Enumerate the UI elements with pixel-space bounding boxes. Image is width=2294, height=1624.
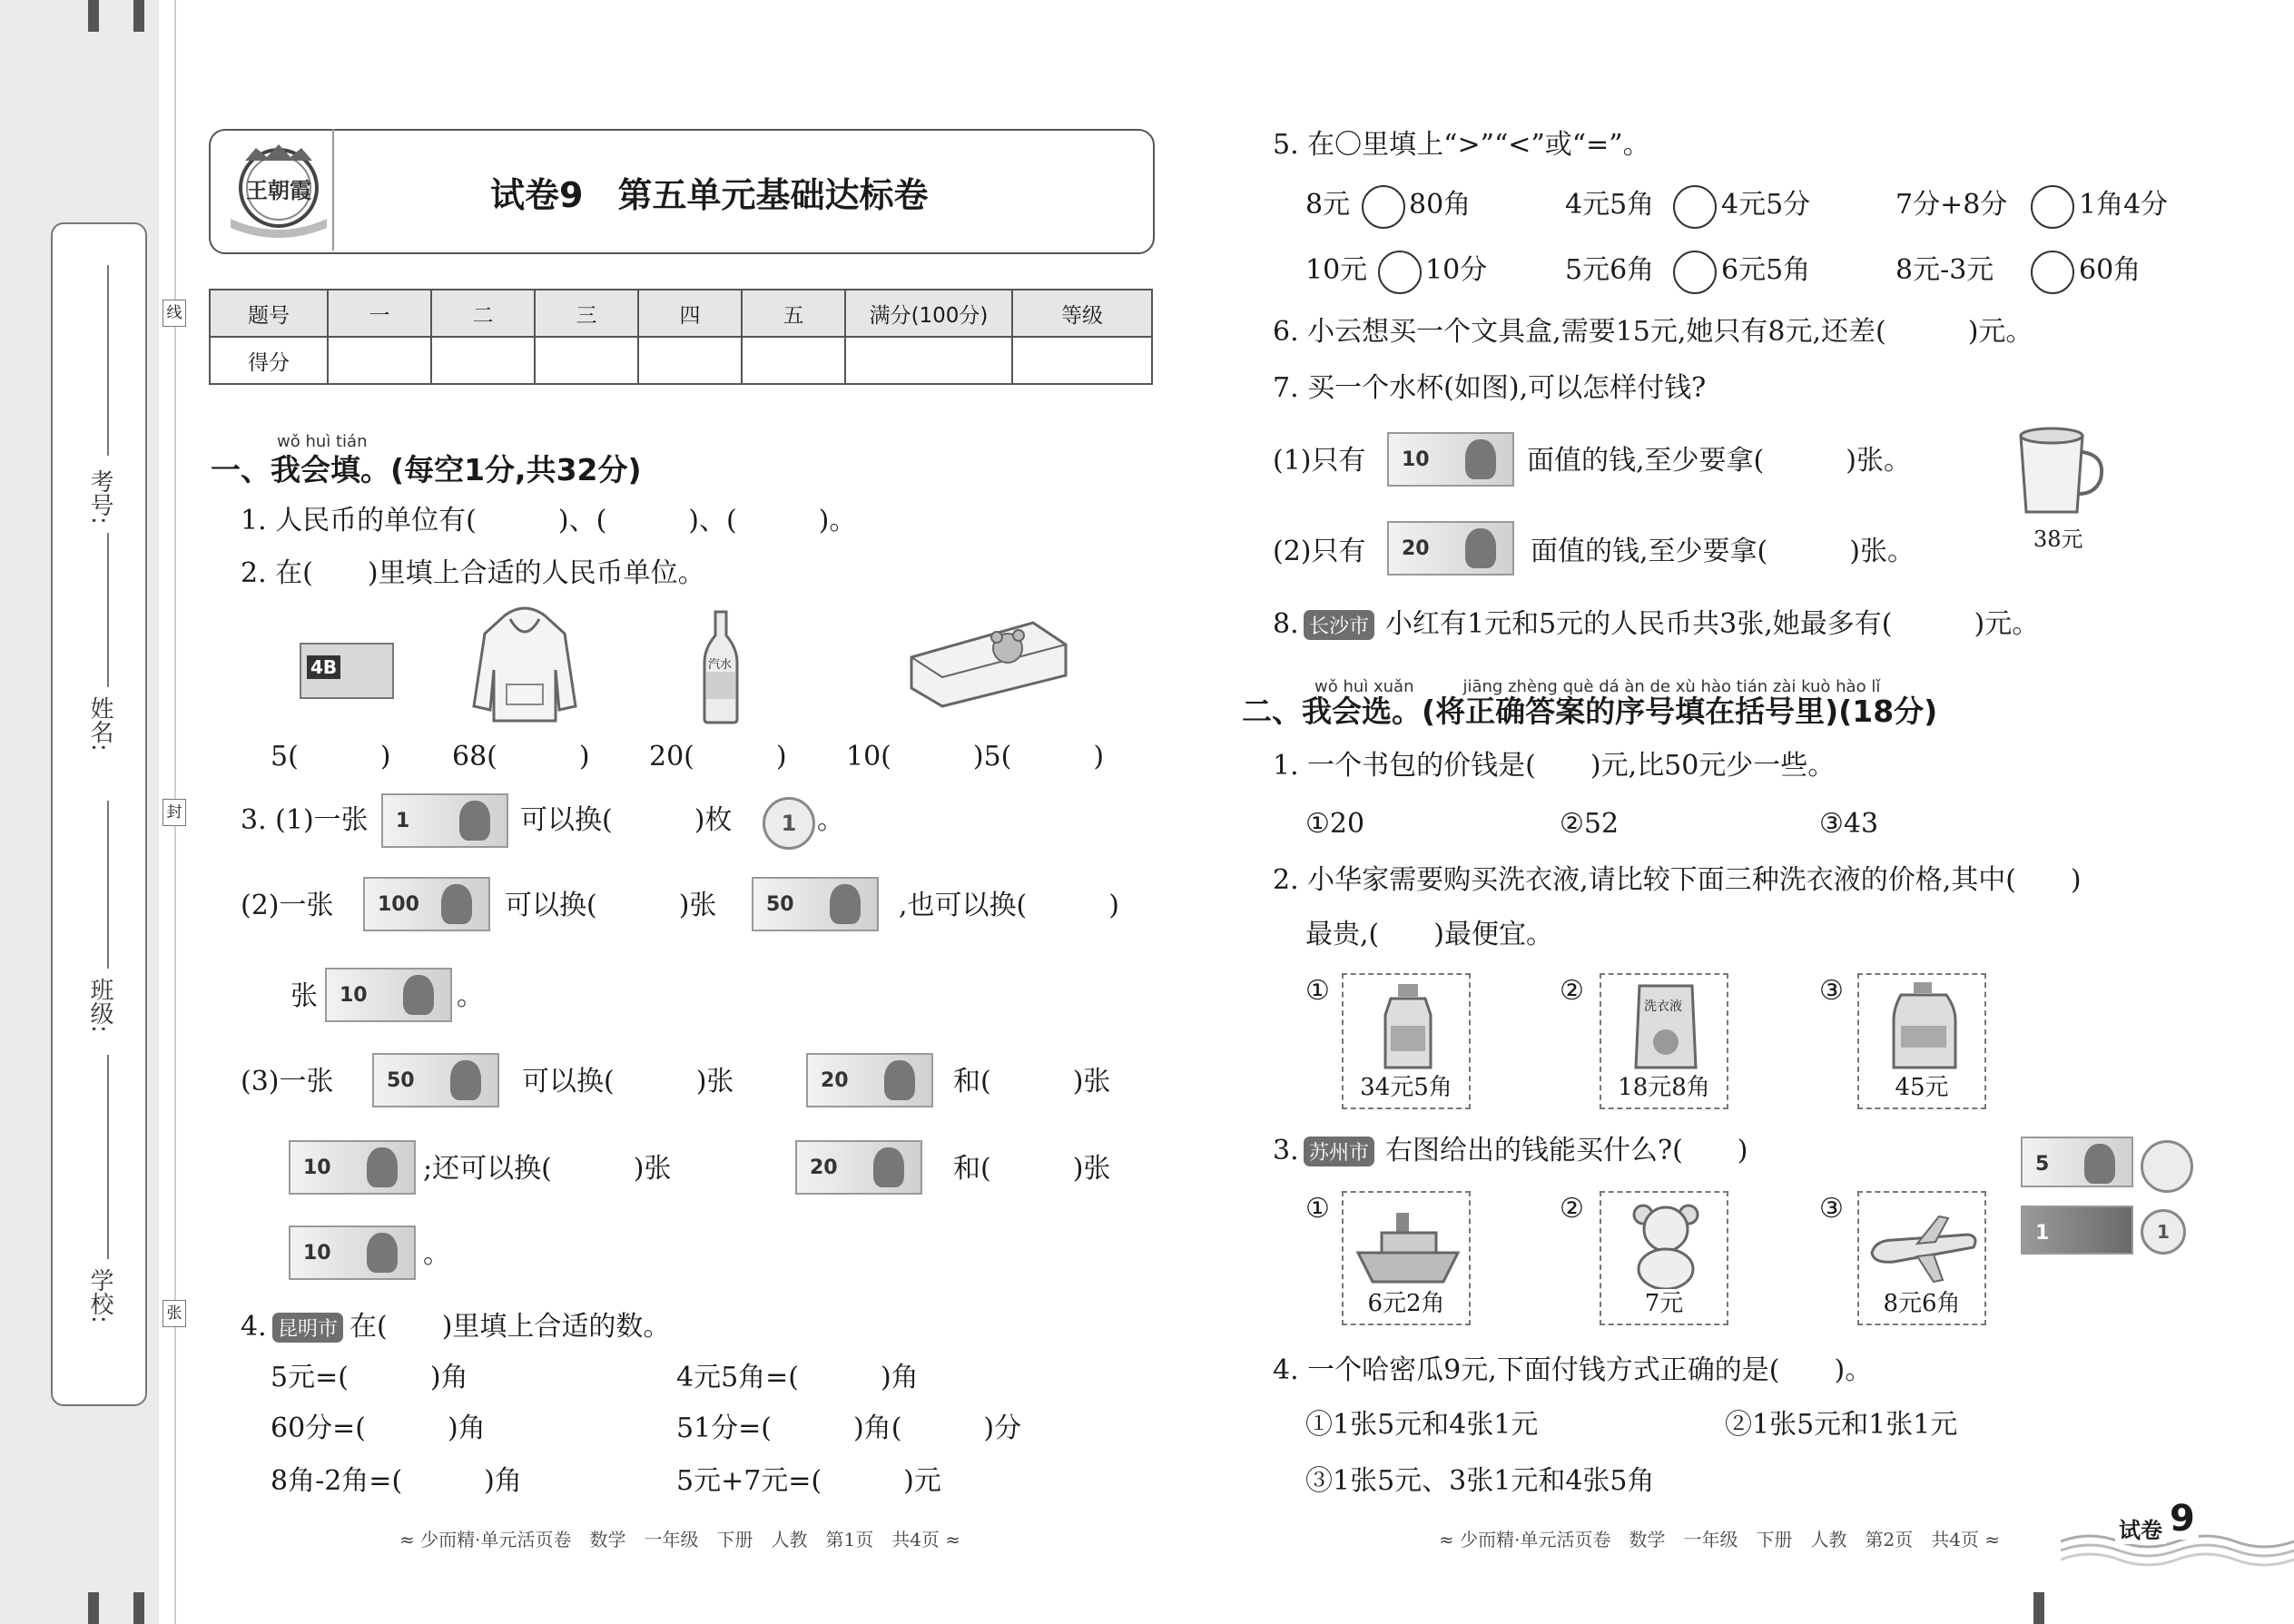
- ship-image: [1354, 1206, 1462, 1287]
- bill-portrait: [884, 1060, 915, 1100]
- toy-option-ship[interactable]: [1342, 1191, 1471, 1325]
- seal-mark-sheet: 张: [162, 1300, 186, 1327]
- question-1-3-2-alt: ,也可以换( ): [899, 890, 1119, 921]
- city-tag-kunming: 昆明市: [272, 1313, 343, 1343]
- bill-denomination: 20: [1402, 537, 1430, 560]
- bill-denomination: 1: [396, 810, 410, 832]
- class-label: 班级:: [86, 978, 113, 1033]
- student-info-box: [51, 222, 147, 1406]
- seal-mark-seal: 封: [162, 799, 186, 826]
- detergent-price: 18元8角: [1618, 1074, 1710, 1101]
- option-number: ③: [1819, 975, 1844, 1007]
- detergent-price: 34元5角: [1360, 1074, 1452, 1101]
- bill-20-yuan: [1387, 521, 1514, 576]
- score-input-cell[interactable]: [328, 337, 431, 384]
- bill-10-yuan: [1387, 432, 1514, 487]
- q7-part-1-prefix: (1)只有: [1273, 445, 1366, 477]
- option-number: ①: [1305, 975, 1330, 1007]
- bill-50-yuan: [752, 877, 879, 931]
- city-tag-changsha: 长沙市: [1304, 610, 1374, 640]
- question-2-2-line1: 2. 小华家需要购买洗衣液,请比较下面三种洗衣液的价格,其中( ): [1273, 864, 2082, 896]
- bill-portrait: [1465, 528, 1496, 568]
- score-table: [209, 289, 1153, 385]
- compare-circle[interactable]: [1362, 185, 1405, 229]
- question-1-3-3-prefix: (3)一张: [241, 1066, 334, 1097]
- binding-mark: [88, 0, 99, 32]
- score-input-cell[interactable]: [742, 337, 845, 384]
- city-tag-suzhou: 苏州市: [1304, 1137, 1374, 1166]
- q5-right: 60角: [2079, 254, 2141, 286]
- option-number: ①: [1305, 1193, 1330, 1225]
- question-1-3-3-end: 。: [423, 1238, 450, 1270]
- question-1-4-text: 在( )里填上合适的数。: [350, 1311, 671, 1343]
- section1-heading: 一、我会填。(每空1分,共32分): [211, 452, 642, 487]
- q5-left: 8元: [1305, 189, 1351, 221]
- q4-item: 60分=( )角: [271, 1412, 486, 1444]
- q4-option: ③1张5元、3张1元和4张5角: [1305, 1465, 1655, 1497]
- bill-20-yuan: [806, 1053, 933, 1107]
- class-field[interactable]: [107, 801, 109, 969]
- pencil-case-image: [906, 617, 1069, 708]
- bill-denomination: 10: [303, 1242, 331, 1265]
- q2-answer-hoodie: 68( ): [452, 741, 590, 773]
- binding-mark: [2033, 1592, 2044, 1624]
- coin-1-yuan: [2141, 1140, 2193, 1193]
- bill-denomination: 10: [1402, 448, 1430, 471]
- bill-denomination: 10: [303, 1156, 331, 1179]
- bill-5-yuan: [2021, 1137, 2133, 1187]
- bill-denomination: 5: [2035, 1153, 2050, 1176]
- score-input-cell[interactable]: [638, 337, 742, 384]
- bill-portrait: [367, 1147, 398, 1187]
- bill-denomination: 10: [340, 984, 368, 1007]
- bill-denomination: 20: [810, 1156, 838, 1179]
- footer-page-2: ≈ 少而精·单元活页卷 数学 一年级 下册 人教 第2页 共4页 ≈: [1439, 1529, 2001, 1550]
- school-label: 学校:: [86, 1268, 113, 1324]
- bill-portrait: [2084, 1144, 2115, 1184]
- eraser-label: 4B: [307, 655, 340, 679]
- question-1-3-1-end: 。: [817, 804, 844, 836]
- q4-item: 5元=( )角: [271, 1362, 468, 1393]
- teddy-bear-image: [1627, 1202, 1705, 1289]
- question-1-3-1-prefix: 3. (1)一张: [241, 804, 369, 836]
- option-number: ②: [1560, 1193, 1584, 1225]
- binding-mark: [88, 1592, 99, 1624]
- q5-left: 5元6角: [1565, 254, 1655, 286]
- q4-item: 4元5角=( )角: [676, 1362, 919, 1393]
- q4-option: ①1张5元和4张1元: [1305, 1409, 1539, 1441]
- binding-mark: [133, 0, 144, 32]
- score-row-label: 得分: [210, 337, 328, 384]
- airplane-image: [1866, 1207, 1981, 1287]
- q4-option: ②1张5元和1张1元: [1725, 1409, 1958, 1441]
- coin-1-jiao: 1: [763, 797, 815, 850]
- q5-right: 1角4分: [2079, 189, 2169, 221]
- eraser-image: [300, 643, 394, 699]
- question-1-6: 6. 小云想买一个文具盒,需要15元,她只有8元,还差( )元。: [1273, 316, 2033, 348]
- q5-right: 4元5分: [1721, 189, 1811, 221]
- bill-denomination: 50: [387, 1069, 415, 1092]
- q7-part-1-text: 面值的钱,至少要拿( )张。: [1527, 445, 1911, 477]
- bill-10-yuan: [289, 1225, 416, 1280]
- bill-portrait: [873, 1147, 904, 1187]
- school-field[interactable]: [107, 1055, 109, 1259]
- question-1-2: 2. 在( )里填上合适的人民币单位。: [241, 557, 705, 589]
- score-cell: 等级: [1012, 290, 1152, 337]
- detergent-option-2[interactable]: [1600, 973, 1728, 1109]
- bill-denomination: 20: [821, 1069, 849, 1092]
- compare-circle[interactable]: [1673, 251, 1717, 294]
- question-2-3-number: 3.: [1273, 1135, 1299, 1166]
- score-cell: 题号: [210, 290, 328, 337]
- bill-portrait: [367, 1233, 398, 1273]
- option-number: ③: [1819, 1193, 1844, 1225]
- q5-right: 80角: [1409, 189, 1472, 221]
- question-2-3-text: 右图给出的钱能买什么?( ): [1385, 1135, 1748, 1166]
- page-tag-number: 9: [2166, 1498, 2199, 1540]
- question-1-3-2-end: 。: [457, 980, 484, 1012]
- bill-denomination: 100: [378, 893, 419, 916]
- question-1-3-3-and-2: 和( )张: [953, 1153, 1111, 1185]
- compare-circle[interactable]: [1378, 251, 1422, 294]
- exam-no-label: 考号:: [86, 469, 113, 525]
- question-1-3-3-and: 和( )张: [953, 1066, 1111, 1097]
- score-table-score-row: [210, 337, 1152, 384]
- toy-price: 7元: [1644, 1290, 1684, 1317]
- q4-item: 5元+7元=( )元: [676, 1465, 941, 1497]
- q5-left: 7分+8分: [1895, 189, 2008, 221]
- q1-option: ①20: [1305, 808, 1365, 840]
- bill-10-yuan: [325, 968, 452, 1022]
- question-2-2-line2: 最贵,( )最便宜。: [1305, 919, 1553, 950]
- bill-denomination: 1: [2035, 1222, 2050, 1245]
- detergent-option-1[interactable]: [1342, 973, 1471, 1109]
- toy-price: 6元2角: [1367, 1290, 1445, 1317]
- q7-part-2-text: 面值的钱,至少要拿( )张。: [1531, 536, 1915, 567]
- score-cell: 四: [638, 290, 742, 337]
- q1-option: ③43: [1819, 808, 1879, 840]
- q2-answer-eraser: 5( ): [271, 741, 391, 773]
- q5-left: 8元-3元: [1895, 254, 1994, 286]
- q1-option: ②52: [1560, 808, 1620, 840]
- title-divider: [332, 129, 334, 251]
- question-1-3-2-text: 可以换( )张: [505, 890, 717, 921]
- question-1-3-3-text: 可以换( )张: [522, 1066, 734, 1097]
- q2-answer-soda: 20( ): [649, 741, 787, 773]
- q4-item: 8角-2角=( )角: [271, 1465, 522, 1497]
- q5-left: 4元5角: [1565, 189, 1655, 221]
- question-2-1: 1. 一个书包的价钱是( )元,比50元少一些。: [1273, 750, 1836, 782]
- score-input-cell[interactable]: [535, 337, 638, 384]
- score-cell: 三: [535, 290, 638, 337]
- question-1-3-3-alt: ;还可以换( )张: [423, 1153, 672, 1185]
- detergent-jug-image: [1890, 980, 1959, 1071]
- section2-pinyin: wǒ huì xuǎn jiāng zhèng què dá àn de xù hào tián zài kuò hào lǐ: [1314, 677, 1881, 696]
- score-input-cell[interactable]: [431, 337, 535, 384]
- detergent-bag-image: [1632, 982, 1699, 1071]
- score-cell: 五: [742, 290, 845, 337]
- detergent-label: 洗衣液: [1644, 999, 1682, 1014]
- bill-denomination: 50: [766, 893, 794, 916]
- q5-right: 10分: [1425, 254, 1488, 286]
- name-label: 姓名:: [86, 696, 113, 752]
- detergent-option-3[interactable]: [1857, 973, 1986, 1109]
- detergent-bottle-image: [1382, 982, 1434, 1071]
- score-cell: 满分(100分): [845, 290, 1012, 337]
- bill-portrait: [403, 975, 434, 1015]
- q7-part-2-prefix: (2)只有: [1273, 536, 1366, 567]
- score-input-cell[interactable]: [845, 337, 1012, 384]
- cup-image: [2013, 427, 2110, 517]
- bill-10-yuan: [289, 1140, 416, 1195]
- question-1-8-text: 小红有1元和5元的人民币共3张,她最多有( )元。: [1385, 608, 2040, 640]
- binding-mark: [133, 1592, 144, 1624]
- name-field[interactable]: [107, 533, 109, 687]
- question-1-8-number: 8.: [1273, 608, 1299, 640]
- bill-100-yuan: [363, 877, 490, 931]
- option-number: ②: [1560, 975, 1584, 1007]
- question-1-7: 7. 买一个水杯(如图),可以怎样付钱?: [1273, 372, 1707, 404]
- page-title: 试卷9 第五单元基础达标卷: [490, 175, 929, 215]
- coin-1-jiao: 1: [2141, 1209, 2186, 1255]
- exam-no-field[interactable]: [107, 265, 109, 456]
- bill-50-yuan: [372, 1053, 499, 1107]
- bill-portrait: [459, 801, 490, 841]
- bill-1-jiao: [2021, 1206, 2133, 1255]
- question-1-3-2-prefix: (2)一张: [241, 890, 334, 921]
- score-cell: 一: [328, 290, 431, 337]
- cup-price: 38元: [2033, 527, 2083, 552]
- logo-text: 王朝霞: [246, 177, 311, 203]
- score-cell: 二: [431, 290, 535, 337]
- question-1-1: 1. 人民币的单位有( )、( )、( )。: [241, 505, 857, 536]
- score-table-header-row: [210, 290, 1152, 337]
- detergent-price: 45元: [1895, 1074, 1949, 1101]
- compare-circle[interactable]: [2031, 251, 2074, 294]
- bill-portrait: [450, 1060, 481, 1100]
- soda-label: 汽水: [708, 658, 733, 672]
- question-1-4-number: 4.: [241, 1311, 267, 1343]
- bill-20-yuan: [795, 1140, 922, 1195]
- score-input-cell[interactable]: [1012, 337, 1152, 384]
- q2-answer-pencil-case: 10( )5( ): [846, 741, 1105, 773]
- bill-portrait: [1465, 439, 1496, 479]
- bill-portrait: [830, 884, 861, 924]
- question-1-5: 5. 在〇里填上“>”“<”或“=”。: [1273, 129, 1650, 161]
- bill-portrait: [441, 884, 472, 924]
- question-1-3-2-unit: 张: [290, 980, 318, 1012]
- compare-circle[interactable]: [1673, 185, 1717, 229]
- q4-item: 51分=( )角( )分: [676, 1412, 1022, 1444]
- toy-option-plane[interactable]: [1857, 1191, 1986, 1325]
- toy-option-teddy[interactable]: [1600, 1191, 1728, 1325]
- q5-right: 6元5角: [1721, 254, 1811, 286]
- bill-1-yuan: [381, 793, 508, 848]
- compare-circle[interactable]: [2031, 185, 2074, 229]
- q5-left: 10元: [1305, 254, 1368, 286]
- question-2-4: 4. 一个哈密瓜9元,下面付钱方式正确的是( )。: [1273, 1354, 1873, 1386]
- hoodie-image: [470, 606, 579, 724]
- section2-heading: 二、我会选。(将正确答案的序号填在括号里)(18分): [1242, 694, 1938, 729]
- page-tag-label: 试卷: [2115, 1512, 2166, 1544]
- section1-pinyin: wǒ huì tián: [277, 432, 368, 451]
- footer-page-1: ≈ 少而精·单元活页卷 数学 一年级 下册 人教 第1页 共4页 ≈: [399, 1529, 961, 1550]
- question-1-3-1-text: 可以换( )枚: [520, 804, 733, 836]
- seal-mark-line: 线: [162, 300, 186, 327]
- toy-price: 8元6角: [1883, 1290, 1961, 1317]
